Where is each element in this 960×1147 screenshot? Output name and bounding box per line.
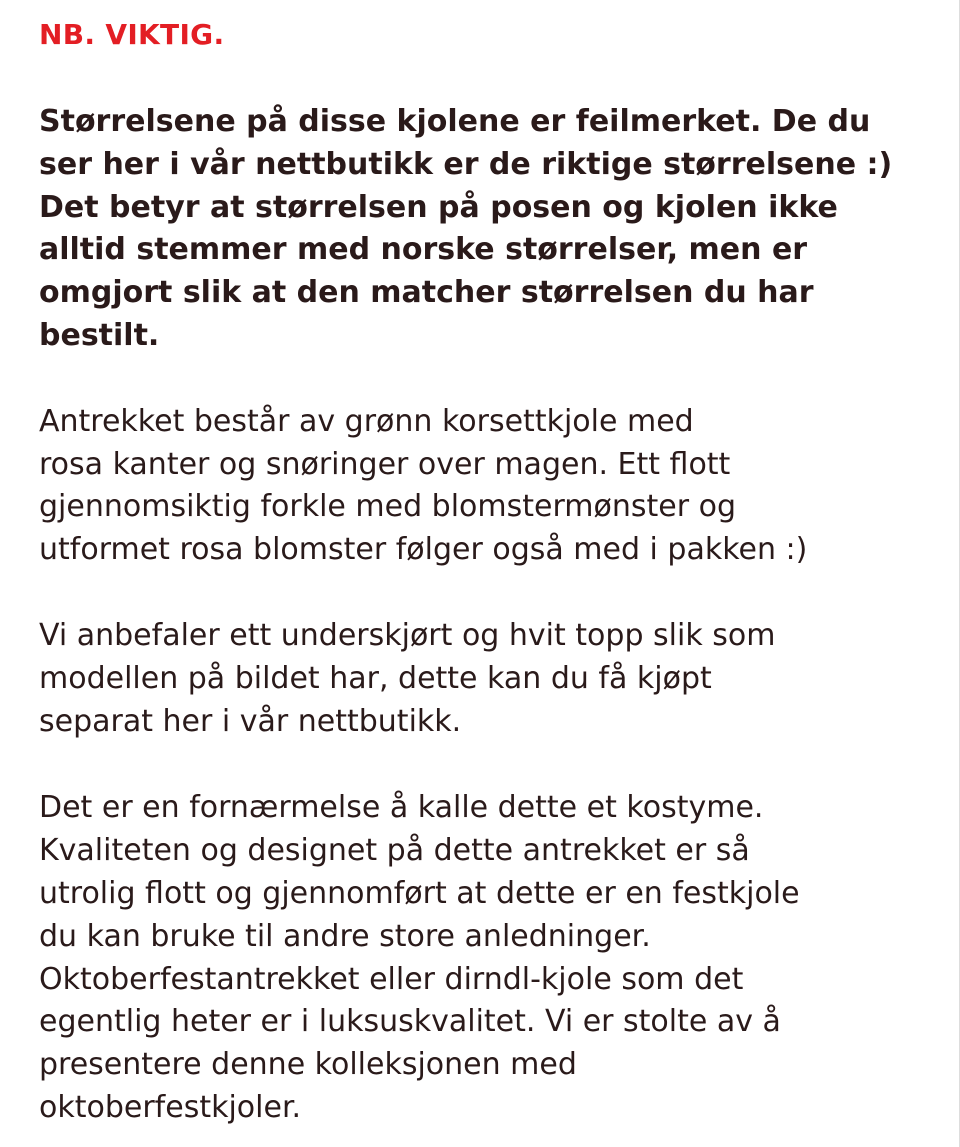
important-notice-heading: NB. VIKTIG. bbox=[39, 18, 225, 51]
paragraph-line: separat her i vår nettbutikk. bbox=[39, 703, 462, 739]
paragraph-line: presentere denne kolleksjonen med bbox=[39, 1047, 577, 1083]
paragraph-line: gjennomsiktig forkle med blomstermønster og bbox=[39, 489, 736, 525]
paragraph-line: alltid stemmer med norske størrelser, men er bbox=[39, 232, 808, 268]
paragraph-line: omgjort slik at den matcher størrelsen du har bbox=[39, 275, 814, 311]
paragraph-line: utformet rosa blomster følger også med i pakken :) bbox=[39, 532, 808, 568]
paragraph-line: Det er en fornærmelse å kalle dette et kostyme. bbox=[39, 790, 764, 826]
paragraph-line: utrolig flott og gjennomført at dette er en festkjole bbox=[39, 875, 800, 911]
paragraph-line: bestilt. bbox=[39, 317, 160, 353]
recommendation-paragraph bbox=[39, 615, 919, 743]
size-notice-paragraph bbox=[39, 101, 919, 358]
paragraph-line: ser her i vår nettbutikk er de riktige størrelsene :) bbox=[39, 146, 893, 182]
paragraph-line: egentlig heter er i luksuskvalitet. Vi er stolte av å bbox=[39, 1004, 781, 1040]
quality-paragraph bbox=[39, 787, 919, 1129]
product-description bbox=[39, 14, 919, 1130]
paragraph-line: Oktoberfestantrekket eller dirndl-kjole som det bbox=[39, 961, 744, 997]
paragraph-line: Kvaliteten og designet på dette antrekket er så bbox=[39, 833, 750, 869]
paragraph-line: Størrelsene på disse kjolene er feilmerket. De du bbox=[39, 104, 871, 139]
paragraph-line: Antrekket består av grønn korsettkjole med bbox=[39, 403, 694, 439]
paragraph-line: du kan bruke til andre store anledninger. bbox=[39, 918, 651, 954]
paragraph-line: rosa kanter og snøringer over magen. Ett flott bbox=[39, 446, 731, 482]
outfit-description-paragraph bbox=[39, 401, 919, 572]
paragraph-line: modellen på bildet har, dette kan du få kjøpt bbox=[39, 660, 712, 696]
paragraph-line: Vi anbefaler ett underskjørt og hvit topp slik som bbox=[39, 617, 776, 653]
paragraph-line: Det betyr at størrelsen på posen og kjolen ikke bbox=[39, 189, 838, 225]
paragraph-line: oktoberfestkjoler. bbox=[39, 1089, 302, 1125]
